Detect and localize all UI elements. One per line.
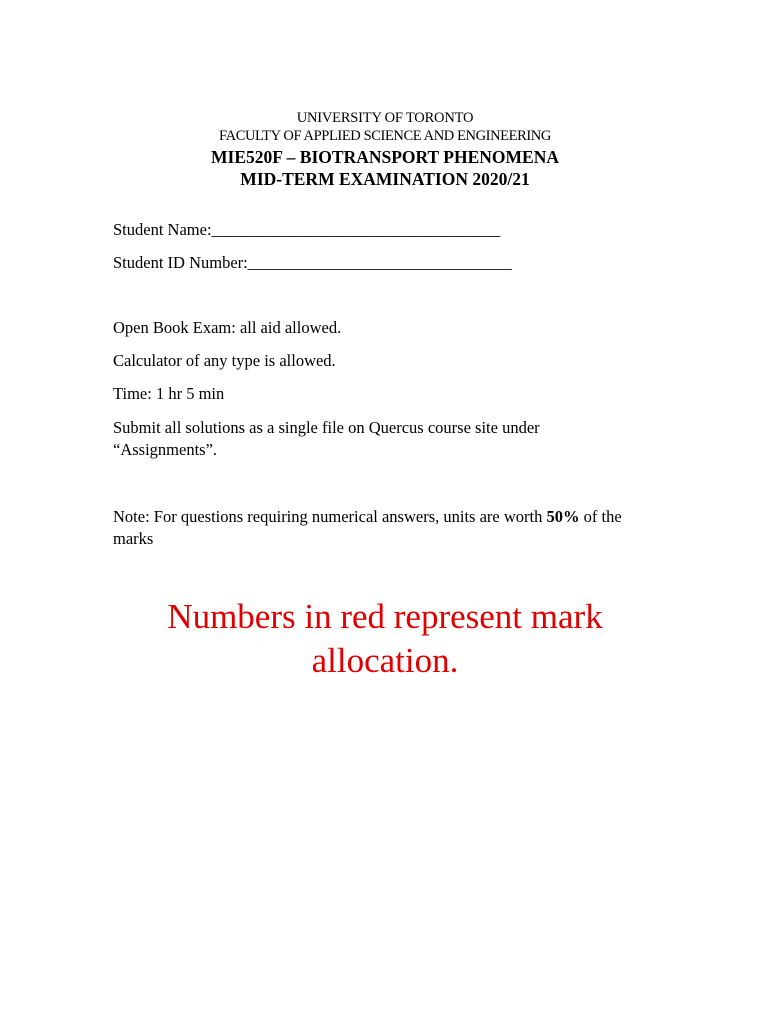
units-note	[113, 506, 673, 550]
units-note-prefix: Note: For questions requiring numerical answers, units are worth	[113, 507, 547, 526]
units-note-percent: 50%	[546, 507, 580, 526]
units-note-suffix: of the	[579, 507, 622, 526]
calculator-instruction: Calculator of any type is allowed.	[113, 351, 336, 370]
units-note-line2: marks	[113, 529, 154, 548]
mark-allocation-line1: Numbers in red represent mark	[167, 597, 603, 636]
time-instruction: Time: 1 hr 5 min	[113, 384, 225, 403]
exam-title: MID-TERM EXAMINATION 2020/21	[240, 169, 530, 189]
student-name-field: Student Name:___________________________________	[113, 220, 501, 239]
submit-instruction-line2: “Assignments”.	[113, 440, 218, 459]
open-book-instruction: Open Book Exam: all aid allowed.	[113, 318, 342, 337]
mark-allocation-line2: allocation.	[311, 641, 459, 680]
submit-instruction-line1: Submit all solutions as a single file on Quercus course site under	[113, 418, 540, 437]
university-name: UNIVERSITY OF TORONTO	[296, 110, 474, 126]
course-title: MIE520F – BIOTRANSPORT PHENOMENA	[211, 147, 559, 167]
faculty-name: FACULTY OF APPLIED SCIENCE AND ENGINEERING	[219, 128, 551, 144]
submit-instruction	[113, 417, 673, 461]
student-id-field: Student ID Number:________________________________	[113, 253, 512, 272]
mark-allocation-note	[0, 595, 770, 683]
